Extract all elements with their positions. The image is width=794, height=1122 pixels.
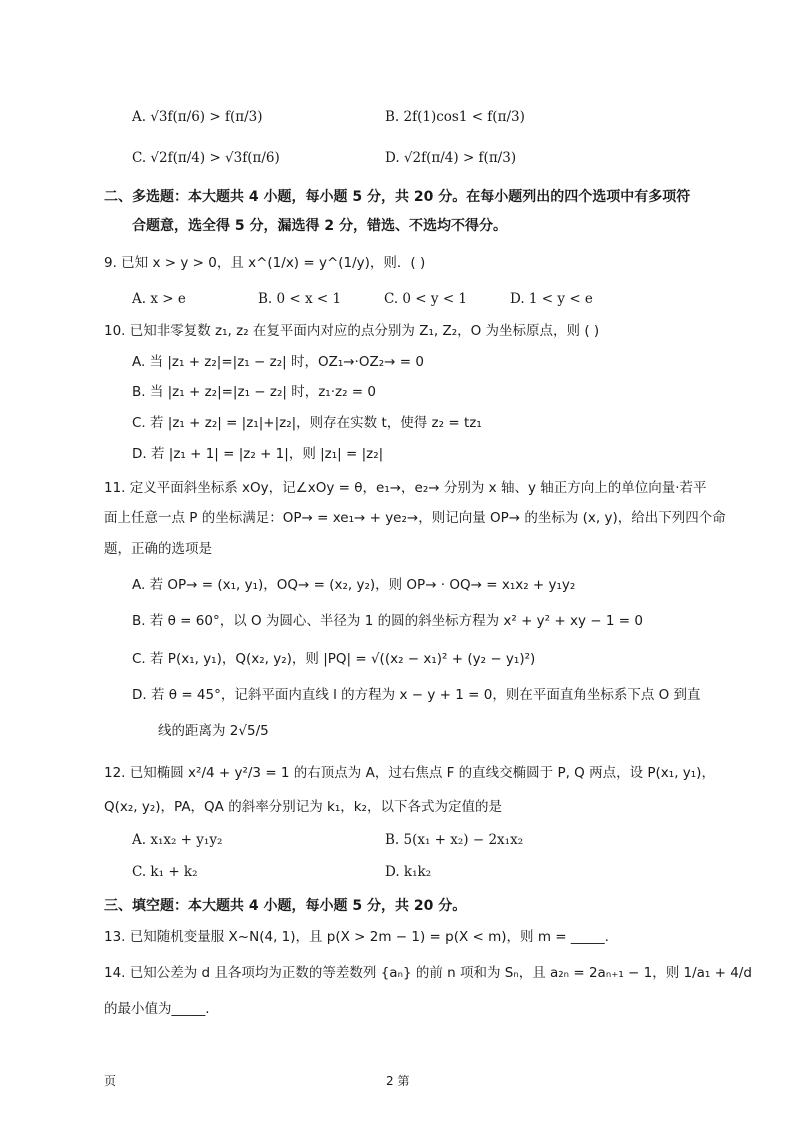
q12-stem-line1: 12. 已知椭圆 x²/4 + y²/3 = 1 的右顶点为 A，过右焦点 F 的直线交椭圆于 P, Q 两点，设 P(x₁, y₁)， [104, 765, 715, 781]
section2-heading-line2: 合题意，选全得 5 分，漏选得 2 分，错选、不选均不得分。 [132, 218, 507, 234]
q12-option-a: A. x₁x₂ + y₁y₂ [132, 832, 223, 848]
q8-option-a: A. √3f(π/6) > f(π/3) [132, 109, 263, 125]
q11-stem-line3: 题，正确的选项是 [104, 541, 212, 557]
q9-option-c: C. 0 < y < 1 [384, 291, 468, 307]
q9-option-a: A. x > e [132, 291, 186, 307]
section2-heading-line1: 二、多选题：本大题共 4 小题，每小题 5 分，共 20 分。在每小题列出的四个选项中有多项符 [104, 189, 691, 205]
q8-option-b: B. 2f(1)cos1 < f(π/3) [385, 109, 525, 125]
q9-stem: 9. 已知 x > y > 0，且 x^(1/x) = y^(1/y)，则．( ) [104, 255, 426, 271]
q11-stem-line2: 面上任意一点 P 的坐标满足：OP→ = xe₁→ + ye₂→，则记向量 OP→ 的坐标为 (x, y)，给出下列四个命 [104, 510, 726, 526]
q11-option-a: A. 若 OP→ = (x₁, y₁)，OQ→ = (x₂, y₂)，则 OP→ · OQ→ = x₁x₂ + y₁y₂ [132, 577, 576, 593]
q12-option-c: C. k₁ + k₂ [132, 864, 198, 880]
q14-stem-line1: 14. 已知公差为 d 且各项均为正数的等差数列 {aₙ} 的前 n 项和为 Sₙ，且 a₂ₙ = 2aₙ₊₁ − 1，则 1/a₁ + 4/d [104, 965, 752, 981]
q12-option-d: D. k₁k₂ [385, 864, 432, 880]
q11-option-d-line2: 线的距离为 2√5/5 [158, 723, 269, 739]
q11-stem-line1: 11. 定义平面斜坐标系 xOy，记∠xOy = θ，e₁→，e₂→ 分别为 x 轴、y 轴正方向上的单位向量·若平 [104, 480, 707, 496]
q10-option-d: D. 若 |z₁ + 1| = |z₂ + 1|，则 |z₁| = |z₂| [132, 446, 384, 462]
footer-left: 页 [104, 1074, 117, 1088]
q10-option-c: C. 若 |z₁ + z₂| = |z₁|+|z₂|，则存在实数 t，使得 z₂ = tz₁ [132, 415, 482, 431]
q11-option-b: B. 若 θ = 60°，以 O 为圆心、半径为 1 的圆的斜坐标方程为 x² + y² + xy − 1 = 0 [132, 613, 643, 629]
q9-option-d: D. 1 < y < e [510, 291, 593, 307]
q8-option-c: C. √2f(π/4) > √3f(π/6) [132, 150, 280, 166]
q11-option-c: C. 若 P(x₁, y₁)，Q(x₂, y₂)，则 |PQ| = √((x₂ − x₁)² + (y₂ − y₁)²) [132, 651, 536, 667]
section3-heading: 三、填空题：本大题共 4 小题，每小题 5 分，共 20 分。 [104, 898, 467, 914]
q14-stem-line2: 的最小值为_____. [104, 1001, 210, 1017]
q10-stem: 10. 已知非零复数 z₁, z₂ 在复平面内对应的点分别为 Z₁, Z₂，O 为坐标原点，则 ( ) [104, 323, 600, 339]
q10-option-b: B. 当 |z₁ + z₂|=|z₁ − z₂| 时，z₁·z₂ = 0 [132, 384, 376, 400]
q12-stem-line2: Q(x₂, y₂)，PA，QA 的斜率分别记为 k₁，k₂，以下各式为定值的是 [104, 799, 502, 815]
q11-option-d-line1: D. 若 θ = 45°，记斜平面内直线 l 的方程为 x − y + 1 = 0，则在平面直角坐标系下点 O 到直 [132, 687, 701, 703]
q10-option-a: A. 当 |z₁ + z₂|=|z₁ − z₂| 时，OZ₁→·OZ₂→ = 0 [132, 354, 424, 370]
footer-page-number: 2 第 [386, 1074, 410, 1088]
q12-option-b: B. 5(x₁ + x₂) − 2x₁x₂ [385, 832, 524, 848]
q13-stem: 13. 已知随机变量服 X~N(4, 1)，且 p(X > 2m − 1) = p(X < m)，则 m = _____. [104, 929, 609, 945]
q8-option-d: D. √2f(π/4) > f(π/3) [385, 150, 517, 166]
q9-option-b: B. 0 < x < 1 [258, 291, 342, 307]
